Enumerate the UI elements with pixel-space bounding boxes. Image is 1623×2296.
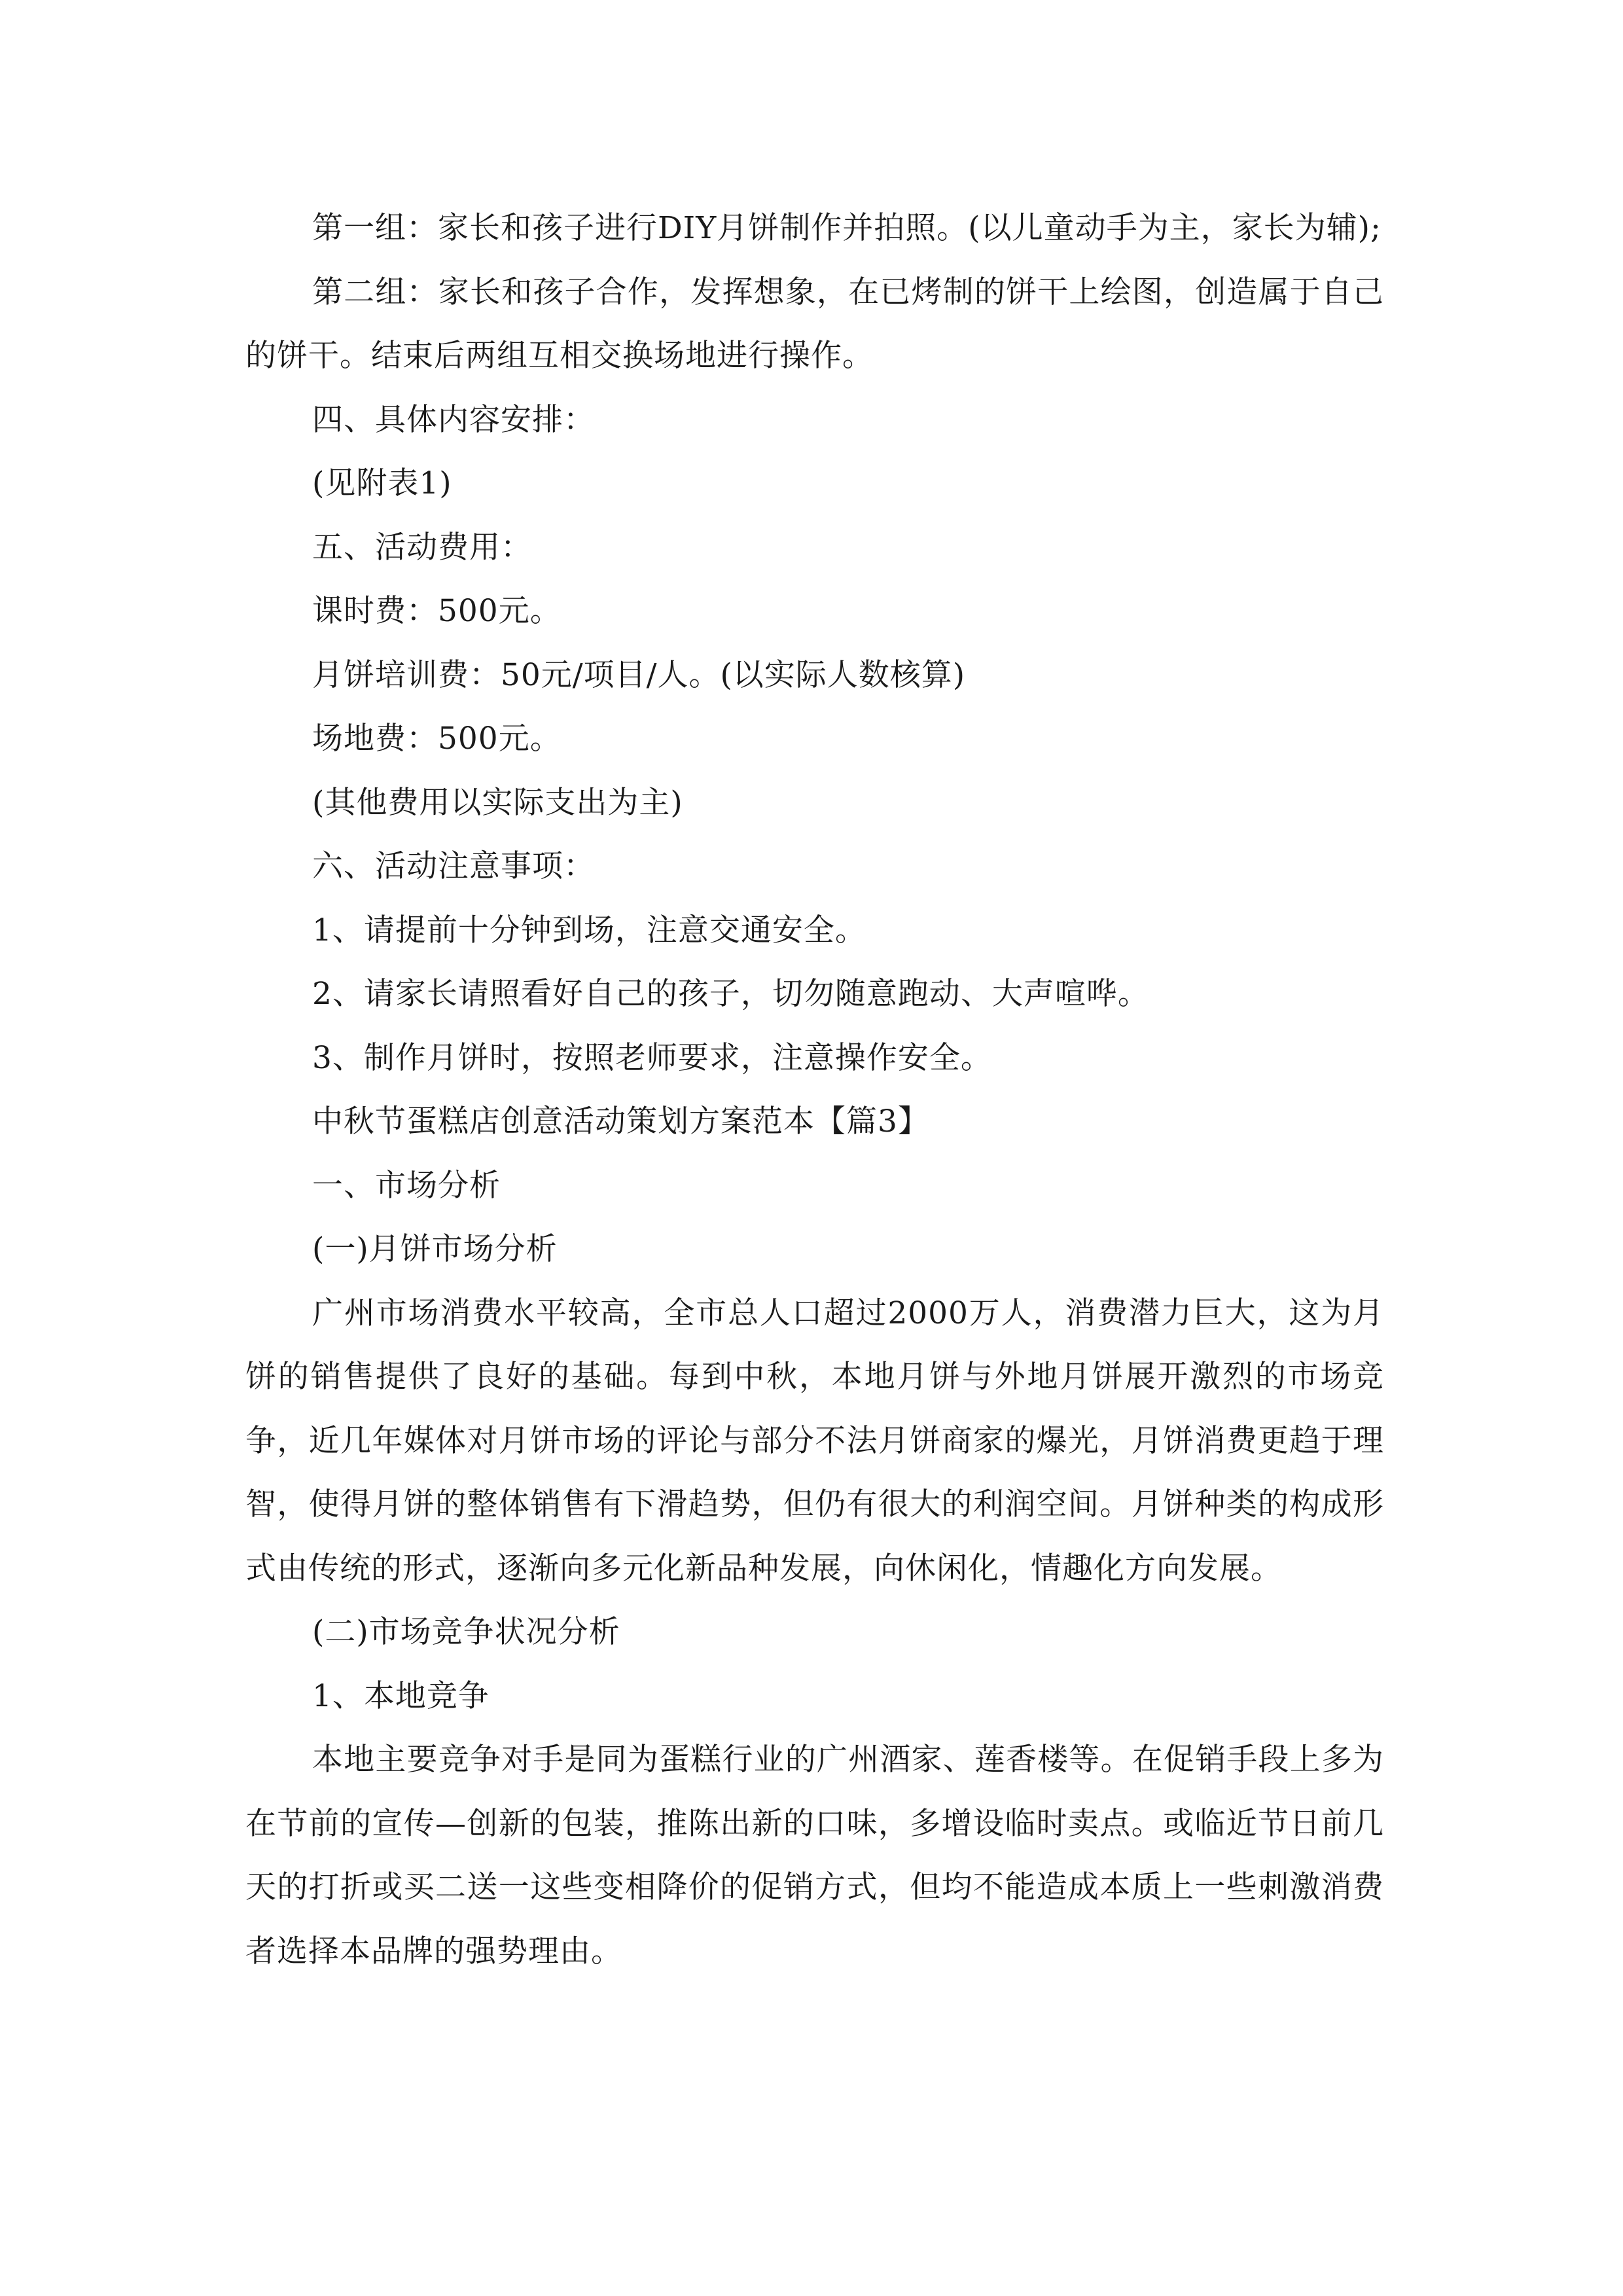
heading-market-analysis: 一、市场分析 <box>312 1167 501 1204</box>
precaution-item-3: 3、制作月饼时，按照老师要求，注意操作安全。 <box>312 1039 992 1076</box>
cost-training-fee: 月饼培训费：50元/项目/人。(以实际人数核算) <box>312 656 966 693</box>
paragraph-market-overview: 广州市场消费水平较高，全市总人口超过2000万人，消费潜力巨大，这为月饼的销售提供了良好的基础。每到中秋，本地月饼与外地月饼展开激烈的市场竞争，近几年媒体对月饼市场的评论与部分不法月饼商家的爆光，月饼消费更趋于理智，使得月饼的整体销售有下滑趋势，但仍有很大的利润空间。月饼种类的构成形式由传统的形式，逐渐向多元化新品种发展，向休闲化，情趣化方向发展。 <box>245 1295 1385 1587</box>
note-other-costs: (其他费用以实际支出为主) <box>312 784 683 821</box>
subheading-mooncake-market: (一)月饼市场分析 <box>312 1231 558 1267</box>
heading-activity-costs: 五、活动费用： <box>312 529 532 565</box>
heading-precautions: 六、活动注意事项： <box>312 848 595 884</box>
cost-venue-fee: 场地费：500元。 <box>312 721 562 757</box>
precaution-item-2: 2、请家长请照看好自己的孩子，切勿随意跑动、大声喧哗。 <box>312 976 1149 1012</box>
document-body <box>245 196 1384 1983</box>
cost-class-fee: 课时费：500元。 <box>312 593 562 629</box>
section-title-part-3: 中秋节蛋糕店创意活动策划方案范本【篇3】 <box>312 1103 929 1139</box>
subheading-local-competition: 1、本地竞争 <box>312 1677 490 1714</box>
paragraph-group-one: 第一组：家长和孩子进行DIY月饼制作并拍照。(以儿童动手为主，家长为辅); <box>312 210 1382 246</box>
subheading-competition: (二)市场竞争状况分析 <box>312 1614 620 1650</box>
paragraph-local-competition: 本地主要竞争对手是同为蛋糕行业的广州酒家、莲香楼等。在促销手段上多为在节前的宣传—创新的包装，推陈出新的口味，多增设临时卖点。或临近节日前几天的打折或买二送一这些变相降价的促销方式，但均不能造成本质上一些刺激消费者选择本品牌的强势理由。 <box>245 1742 1384 1969</box>
paragraph-group-two: 第二组：家长和孩子合作，发挥想象，在已烤制的饼干上绘图，创造属于自己的饼干。结束后两组互相交换场地进行操作。 <box>245 274 1384 374</box>
precaution-item-1: 1、请提前十分钟到场，注意交通安全。 <box>312 912 866 948</box>
note-see-attached-table: (见附表1) <box>312 465 452 501</box>
heading-content-arrangement: 四、具体内容安排： <box>312 401 595 438</box>
